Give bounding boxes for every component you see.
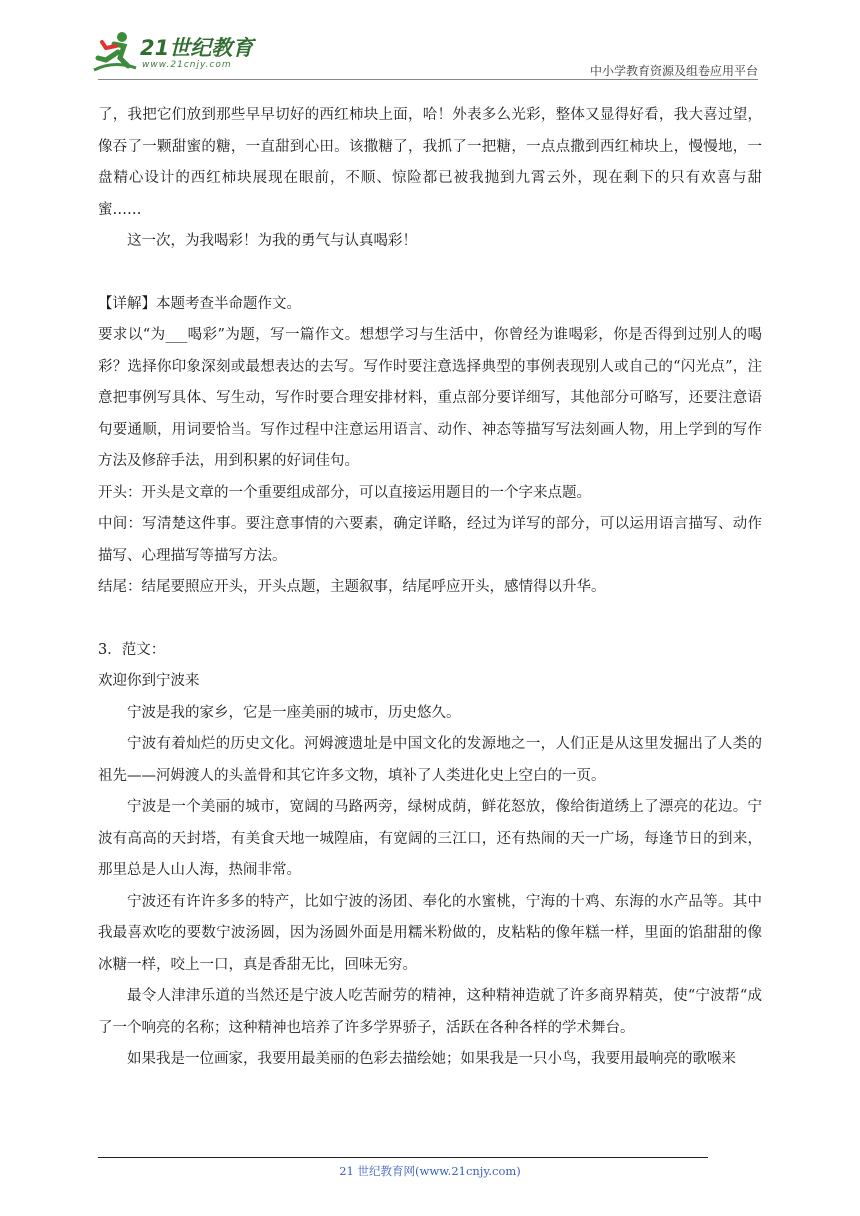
paragraph: 宁波是一个美丽的城市，宽阔的马路两旁，绿树成荫，鲜花怒放，像给街道绣上了漂亮的花边。宁波有高高的天封塔，有美食天地一城隍庙，有宽阔的三江口，还有热闹的天一广场，每逢节日的到来，那里总是人山人海，热闹非常。 — [98, 799, 762, 878]
footer-divider — [98, 1157, 708, 1158]
paragraph: 要求以“为___喝彩”为题，写一篇作文。想想学习与生活中，你曾经为谁喝彩，你是否得到过别人的喝彩？选择你印象深刻或最想表达的去写。写作时要注意选择典型的事例表现别人或自己的“闪光点”，注意把事例写具体、写生动，写作时要合理安排材料，重点部分要详细写，其他部分可略写，还要注意语句要通顺，用词要恰当。写作过程中注意运用语言、动作、神态等描写写法刻画人物，用上学到的写作方法及修辞手法，用到积累的好词佳句。 — [98, 327, 762, 469]
header-divider — [98, 79, 758, 80]
paragraph-spacer — [98, 604, 762, 635]
site-logo — [92, 30, 262, 78]
document-body — [98, 100, 762, 1076]
paragraph: 结尾：结尾要照应开头，开头点题，主题叙事，结尾呼应开头，感情得以升华。 — [98, 579, 606, 595]
paragraph-spacer — [98, 258, 762, 289]
paragraph: 宁波是我的家乡，它是一座美丽的城市，历史悠久。 — [127, 704, 461, 721]
paragraph: 这一次，为我喝彩！为我的勇气与认真喝彩！ — [127, 233, 417, 249]
platform-name: 中小学教育资源及组卷应用平台 — [589, 64, 758, 78]
essay-title: 欢迎你到宁波来 — [98, 673, 200, 689]
paragraph: 如果我是一位画家，我要用最美丽的色彩去描绘她；如果我是一只小鸟，我要用最响亮的歌喉来 — [127, 1051, 736, 1067]
paragraph: 最令人津津乐道的当然还是宁波人吃苦耐劳的精神，这种精神造就了许多商界精英，使“宁波帮“成了一个响亮的名称；这种精神也培养了许多学界骄子，活跃在各种各样的学术舞台。 — [98, 988, 762, 1036]
paragraph: 宁波还有许许多多的特产，比如宁波的汤团、奉化的水蜜桃，宁海的十鸡、东海的水产品等。其中我最喜欢吃的要数宁波汤圆，因为汤圆外面是用糯米粉做的，皮粘粘的像年糕一样，里面的馅甜甜的像冰糖一样，咬上一口，真是香甜无比，回味无穷。 — [98, 893, 762, 973]
page-header — [0, 0, 860, 84]
runner-logo-icon — [92, 30, 138, 74]
paragraph: 中间：写清楚这件事。要注意事情的六要素，确定详略，经过为详写的部分，可以运用语言描写、动作描写、心理描写等描写方法。 — [98, 516, 762, 564]
paragraph: 了，我把它们放到那些早早切好的西红柿块上面，哈！外表多么光彩，整体又显得好看，我大喜过望，像吞了一颗甜蜜的糖，一直甜到心田。该撒糖了，我抓了一把糖，一点点撒到西红柿块上，慢慢地，一盘精心设计的西红柿块展现在眼前，不顺、惊险都已被我抛到九霄云外，现在剩下的只有欢喜与甜蜜…… — [98, 107, 762, 218]
logo-wordmark: 21世纪教育 — [140, 36, 254, 60]
paragraph: 宁波有着灿烂的历史文化。河姆渡遗址是中国文化的发源地之一，人们正是从这里发掘出了人类的祖先——河姆渡人的头盖骨和其它许多文物，填补了人类进化史上空白的一页。 — [98, 736, 762, 784]
paragraph: 3．范文： — [98, 641, 166, 658]
logo-url: www.21cnjy.com — [142, 60, 232, 70]
paragraph: 【详解】本题考查半命题作文。 — [98, 295, 301, 312]
page-footer: 21 世纪教育网(www.21cnjy.com) — [339, 1164, 521, 1178]
paragraph: 开头：开头是文章的一个重要组成部分，可以直接运用题目的一个字来点题。 — [98, 484, 591, 501]
